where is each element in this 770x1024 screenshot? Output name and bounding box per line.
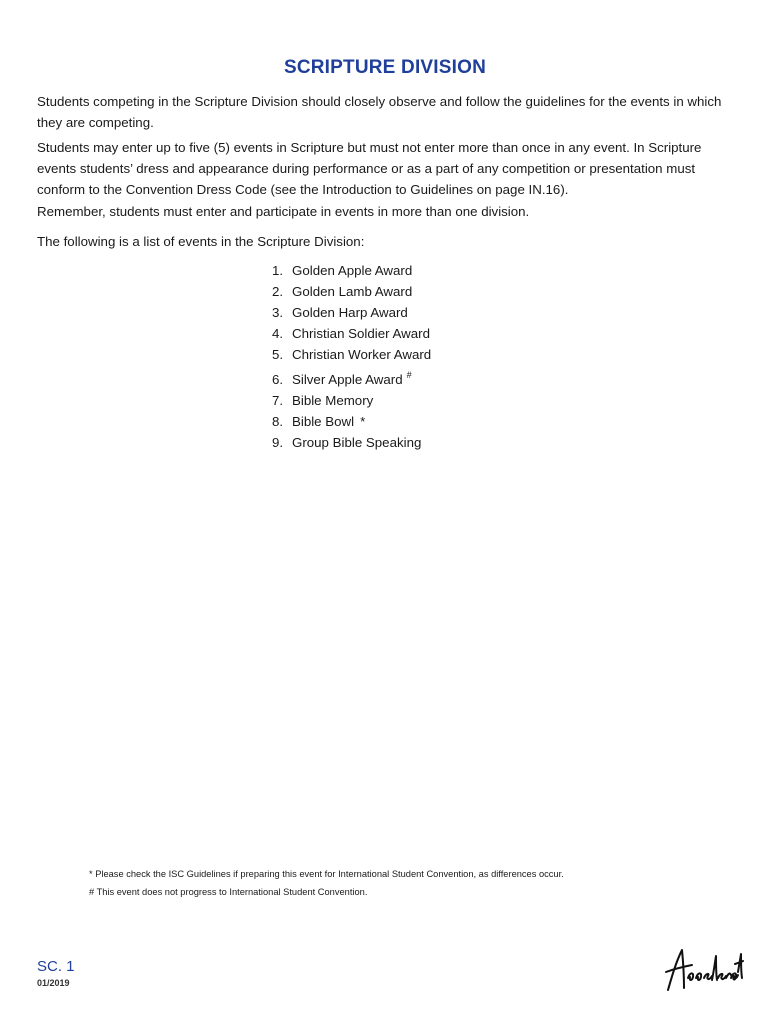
list-intro-paragraph: The following is a list of events in the Scripture Division: (37, 234, 365, 249)
event-name: Christian Worker Award (292, 347, 432, 362)
event-number: 5. (272, 347, 284, 362)
event-number: 8. (272, 414, 284, 429)
list-item (272, 390, 431, 411)
event-name: Group Bible Speaking (292, 435, 422, 450)
accelerate-logo (662, 942, 744, 994)
footnote-asterisk: * Please check the ISC Guidelines if preparing this event for International Student Convention, as differences occur. (89, 869, 564, 879)
revision-date: 01/2019 (37, 978, 70, 988)
list-item (272, 323, 431, 344)
event-name: Golden Lamb Award (292, 284, 413, 299)
event-name: Silver Apple Award (292, 372, 403, 387)
page-title: SCRIPTURE DIVISION (283, 57, 487, 78)
event-name: Golden Apple Award (292, 263, 413, 278)
event-number: 3. (272, 305, 284, 320)
page-code: SC. 1 (37, 958, 75, 975)
event-number: 2. (272, 284, 284, 299)
entry-rules-paragraph: Students may enter up to five (5) events in Scripture but must not enter more than once in any event. In Scripture events students’ dress and appearance during performance or as a part of any competition or presentation must conform to the Convention Dress Code (see the Introduction to Guidelines on page IN.16). (37, 140, 702, 197)
event-number: 9. (272, 435, 284, 450)
footnotes (89, 865, 564, 901)
footnote-marker: # (406, 370, 412, 380)
list-item (272, 260, 431, 281)
list-item (272, 432, 431, 453)
event-list (272, 260, 431, 453)
event-number: 6. (272, 372, 284, 387)
list-item (272, 365, 431, 390)
event-name: Bible Memory (292, 393, 374, 408)
list-item (272, 281, 431, 302)
list-item (272, 344, 431, 365)
intro-paragraph: Students competing in the Scripture Division should closely observe and follow the guidelines for the events in which they are competing. (37, 94, 722, 130)
list-item (272, 411, 431, 432)
reminder-paragraph: Remember, students must enter and participate in events in more than one division. (37, 204, 530, 219)
event-name: Bible Bowl (292, 414, 355, 429)
footnote-marker: * (360, 414, 366, 429)
event-number: 4. (272, 326, 284, 341)
event-number: 1. (272, 263, 284, 278)
event-name: Christian Soldier Award (292, 326, 430, 341)
event-number: 7. (272, 393, 284, 408)
list-item (272, 302, 431, 323)
event-name: Golden Harp Award (292, 305, 408, 320)
footnote-hash: # This event does not progress to International Student Convention. (89, 887, 368, 897)
